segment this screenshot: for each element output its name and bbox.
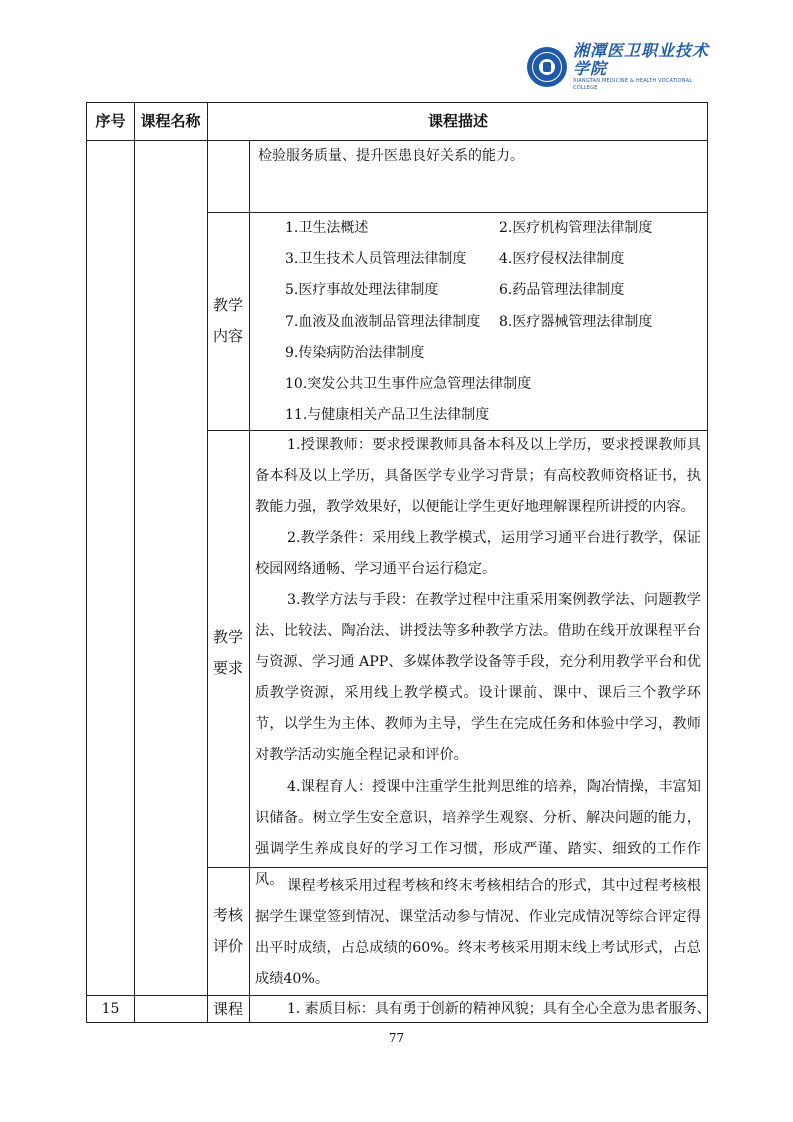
row-seq: 15 [101,1001,120,1017]
content-item: 5.医疗事故处理法律制度 [285,282,439,298]
header-course-name: 课程名称 [140,112,201,130]
content-item: 9.传染病防治法律制度 [285,345,425,361]
requirement-paragraph: 2.教学条件：采用线上教学模式，运用学习通平台进行教学，保证校园网络通畅、学习通平台运行稳定。 [255,530,701,577]
logo-text-en: XIANGTAN MEDICINE & HEALTH VOCATIONAL COLLEGE [573,78,693,91]
assessment-label: 考核 评价 [212,906,243,955]
content-item: 2.医疗机构管理法律制度 [499,220,653,236]
requirements-label: 教学 要求 [212,628,243,677]
content-item: 7.血液及血液制品管理法律制度 [285,314,481,330]
requirement-paragraph: 1.授课教师：要求授课教师具备本科及以上学历，要求授课教师具备本科及以上学历，具备医学专业学习背景；有高校教师资格证书，执教能力强，教学效果好，以便能让学生更好地理解课程所讲授的内容。 [255,437,701,515]
content-item: 6.药品管理法律制度 [499,282,625,298]
content-item: 4.医疗侵权法律制度 [499,251,625,267]
continuation-text: 检验服务质量、提升医患良好关系的能力。 [258,148,524,164]
course-table [86,102,711,1023]
last-row-label: 课程 [212,1000,243,1018]
last-row-text: 1. 素质目标：具有勇于创新的精神风貌；具有全心全意为患者服务、 [287,1001,711,1017]
content-item: 8.医疗器械管理法律制度 [499,314,653,330]
requirement-paragraph: 3.教学方法与手段：在教学过程中注重采用案例教学法、问题教学法、比较法、陶冶法、讲授法等多种教学方法。借助在线开放课程平台与资源、学习通 APP、多媒体教学设备等手段，充分利用教学平台和优质教学资源，采用线上教学模式。设计课前、课中、课后三个教学环节，以学生为主体、教师为主导，学生在完成任务和体验中学习，教师对教学活动实施全程记录和评价。 [255,592,701,763]
requirement-paragraph: 4.课程育人：授课中注重学生批判思维的培养，陶冶情操，丰富知识储备。树立学生安全意识，培养学生观察、分析、解决问题的能力，强调学生养成良好的学习工作习惯，形成严谨、踏实、细致的工作作风。 [255,779,701,888]
content-item: 11.与健康相关产品卫生法律制度 [285,407,490,423]
content-item: 3.卫生技术人员管理法律制度 [285,251,467,267]
header-seq: 序号 [95,112,126,130]
content-item: 10.突发公共卫生事件应急管理法律制度 [285,376,532,392]
logo-text-cn: 湘潭医卫职业技术学院 [573,41,710,78]
page-number: 77 [388,1031,405,1045]
college-logo [527,41,717,91]
assessment-text: 课程考核采用过程考核和终末考核相结合的形式，其中过程考核根据学生课堂签到情况、课堂活动参与情况、作业完成情况等综合评定得出平时成绩，占总成绩的60%。终末考核采用期末线上考试形式，占总成绩40%。 [255,878,701,987]
content-label: 教学 内容 [212,296,243,345]
college-seal-icon [527,47,567,87]
header-course-desc: 课程描述 [427,112,488,130]
content-item: 1.卫生法概述 [285,220,369,236]
